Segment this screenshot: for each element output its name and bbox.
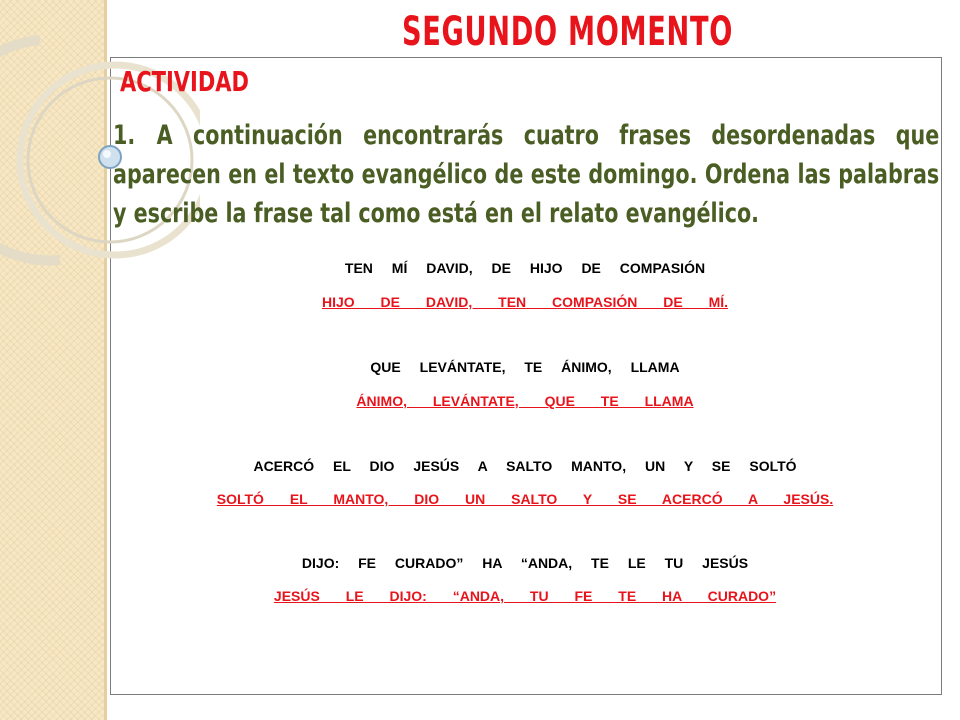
scrambled-phrase-1: TEN MÍ DAVID, DE HIJO DE COMPASIÓN	[344, 260, 706, 276]
scrambled-phrase-2: QUE LEVÁNTATE, TE ÁNIMO, LLAMA	[370, 359, 680, 375]
answer-phrase-1: HIJO DE DAVID, TEN COMPASIÓN DE MÍ.	[321, 294, 729, 310]
instruction-body: A continuación encontrarás cuatro frases desordenadas que aparecen en el texto evangélico de este domingo. Ordena las palabras y escribe la frase tal como está en el relato evangélico.	[113, 120, 940, 229]
instruction-block	[113, 116, 939, 233]
instruction-text	[113, 116, 939, 233]
page-title: SEGUNDO MOMENTO	[402, 9, 734, 55]
scrambled-phrase-4: DIJO: FE CURADO” HA “ANDA, TE LE TU JESÚS	[301, 555, 749, 571]
scrambled-phrase-3: ACERCÓ EL DIO JESÚS A SALTO MANTO, UN Y SE SOLTÓ	[253, 458, 797, 474]
answer-phrase-2: ÁNIMO, LEVÁNTATE, QUE TE LLAMA	[356, 393, 694, 409]
activity-subtitle: ACTIVIDAD	[120, 65, 249, 98]
answer-phrase-3: SOLTÓ EL MANTO, DIO UN SALTO Y SE ACERCÓ A JESÚS.	[216, 491, 834, 507]
answer-phrase-4: JESÚS LE DIJO: “ANDA, TU FE TE HA CURADO”	[273, 588, 777, 604]
instruction-number: 1.	[113, 120, 136, 151]
